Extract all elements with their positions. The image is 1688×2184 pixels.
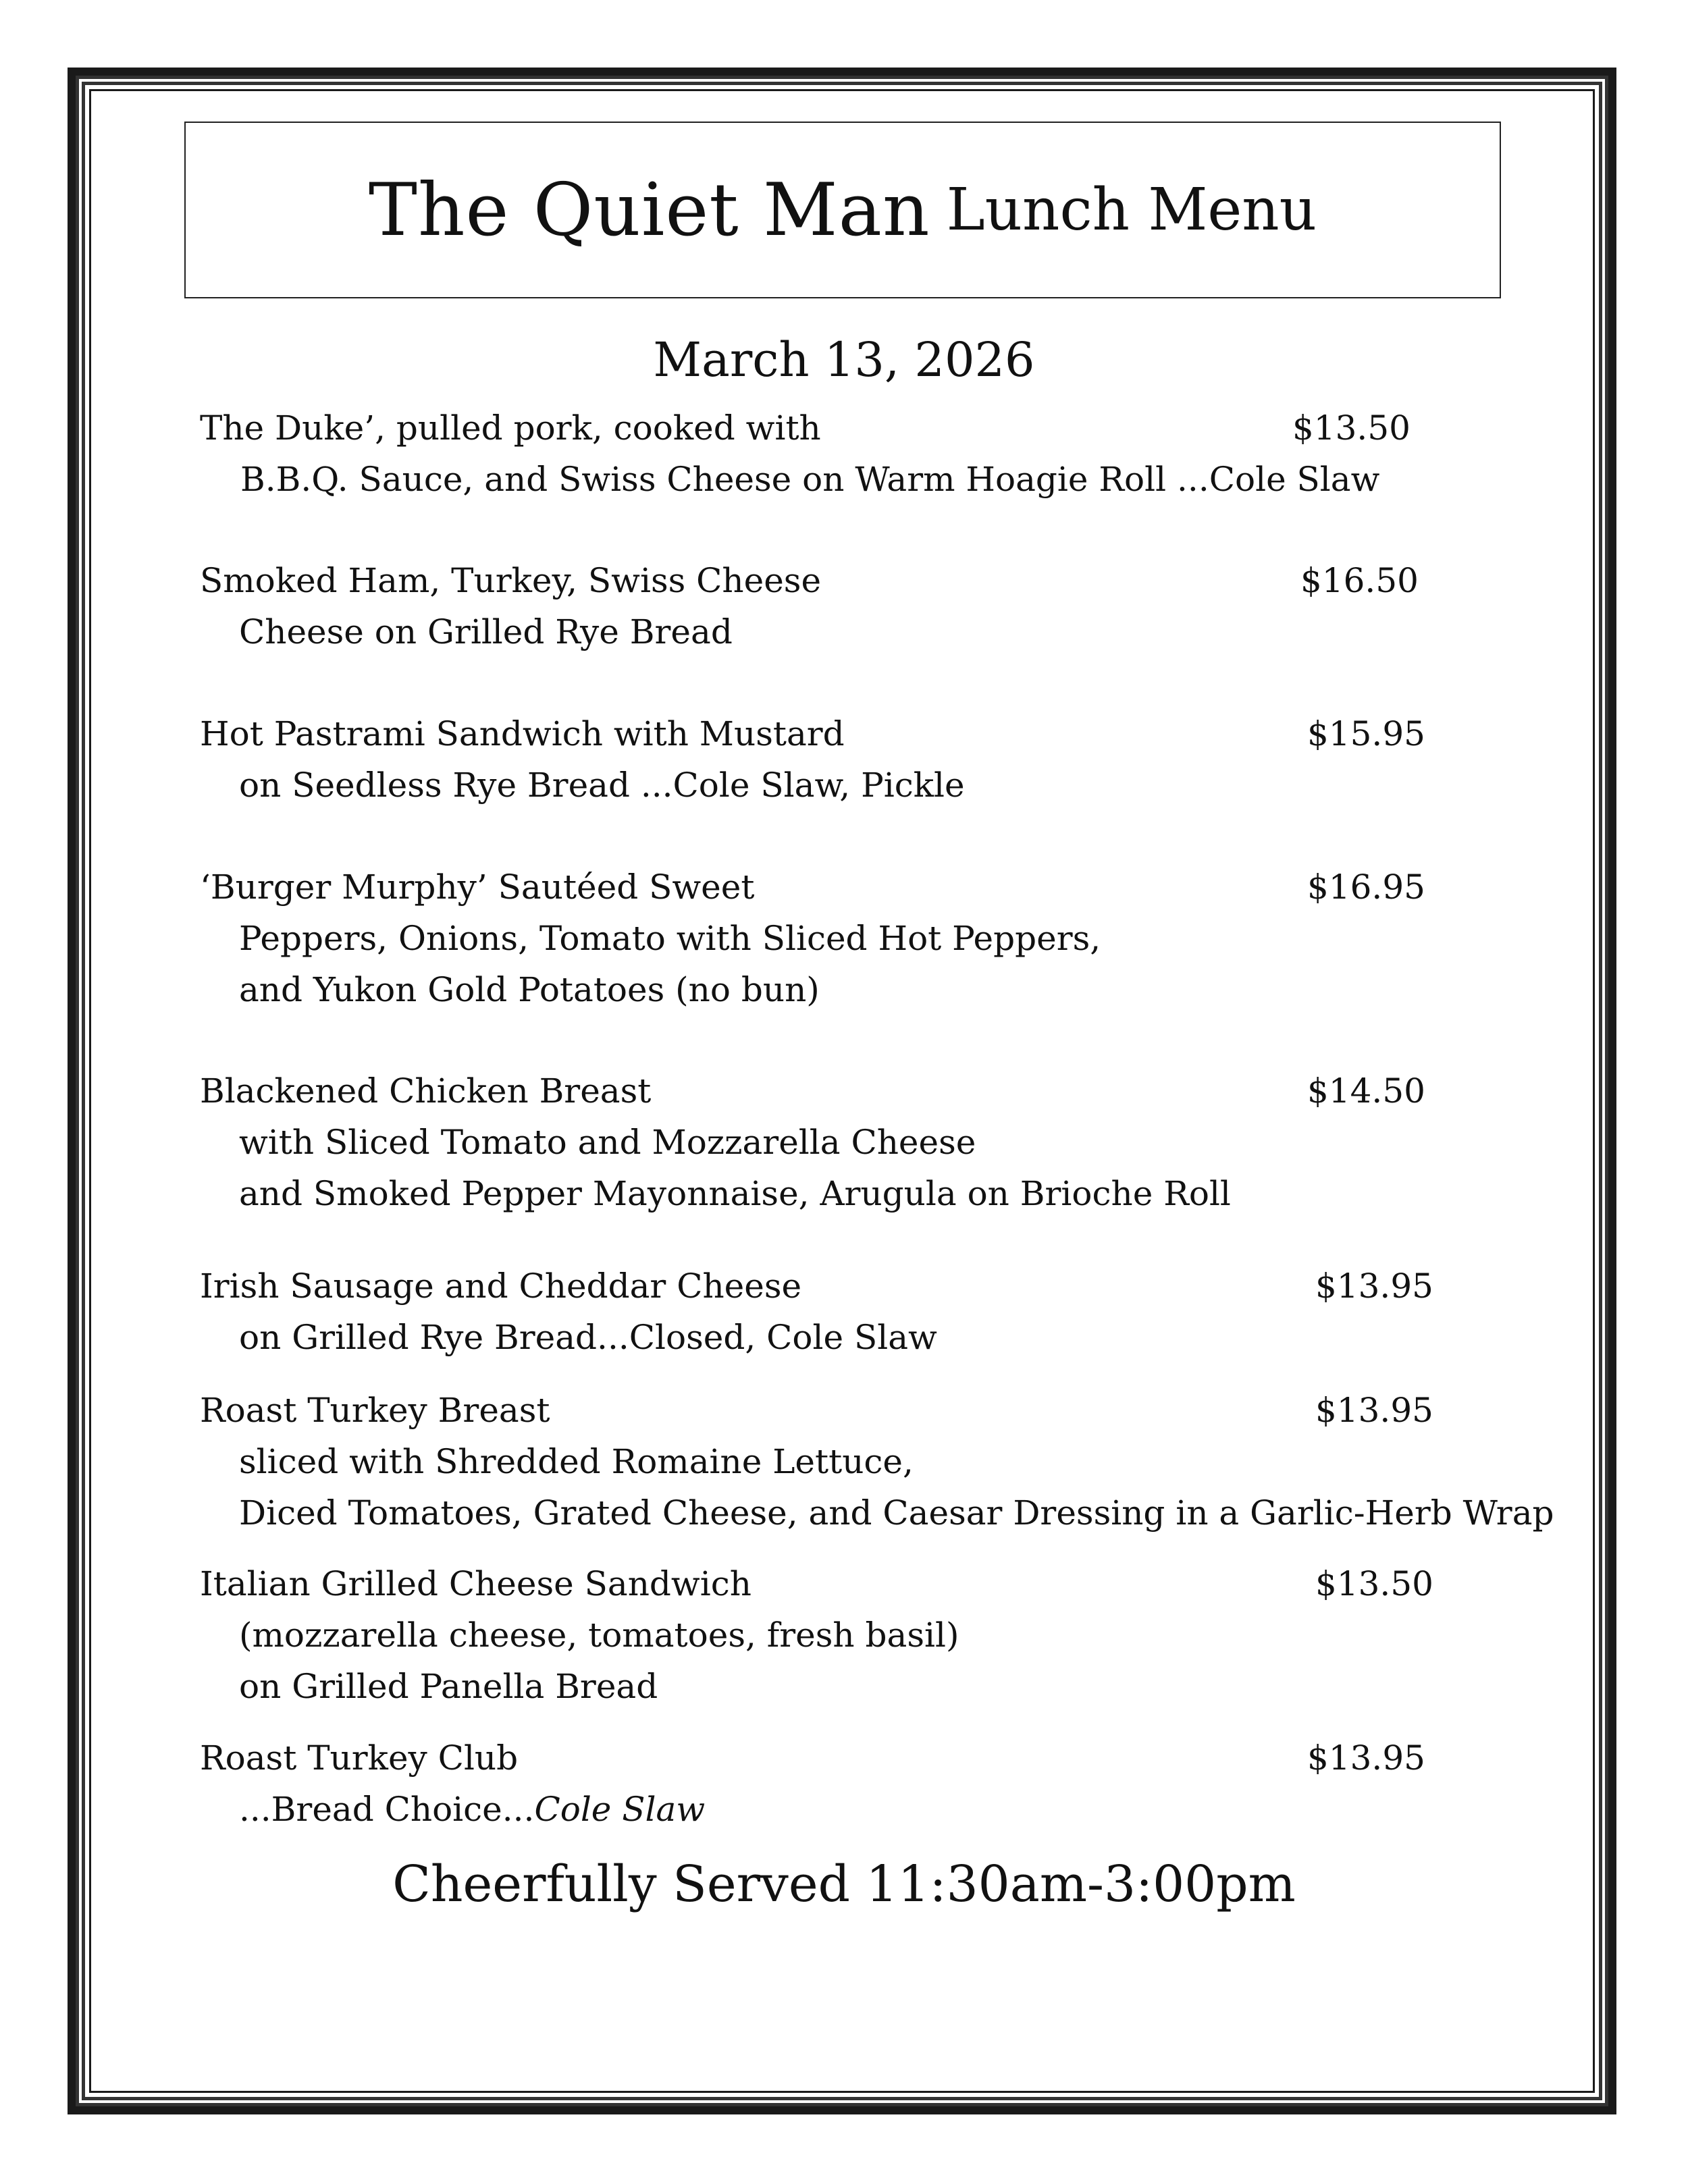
item-name: Irish Sausage and Cheddar Cheese	[200, 1267, 802, 1306]
item-price: $13.95	[1307, 1738, 1425, 1778]
item-price: $13.50	[1292, 408, 1410, 448]
menu-item	[200, 1065, 1425, 1219]
menu-date: March 13, 2026	[653, 332, 1035, 388]
item-description: sliced with Shredded Romaine Lettuce,	[239, 1442, 914, 1481]
item-name: The Duke’, pulled pork, cooked with	[200, 408, 821, 448]
restaurant-name: The Quiet Man	[368, 167, 930, 252]
item-name: Italian Grilled Cheese Sandwich	[200, 1564, 751, 1603]
menu-item	[200, 1385, 1554, 1539]
item-description	[200, 1784, 1415, 1835]
item-price: $14.50	[1307, 1071, 1425, 1111]
menu-type: Lunch Menu	[946, 176, 1317, 244]
item-description: on Seedless Rye Bread ...Cole Slaw, Pickle	[239, 766, 965, 805]
item-description-plain: ...Bread Choice...	[239, 1790, 535, 1829]
menu-item	[200, 1558, 1433, 1712]
item-price: $16.50	[1300, 561, 1419, 600]
item-description: B.B.Q. Sauce, and Swiss Cheese on Warm Hoagie Roll ...Cole Slaw	[240, 460, 1380, 499]
menu-item	[200, 861, 1425, 1015]
item-price: $13.50	[1315, 1564, 1433, 1603]
item-description-italic: Cole Slaw	[534, 1790, 706, 1829]
item-name: Smoked Ham, Turkey, Swiss Cheese	[200, 561, 822, 600]
serving-hours: Cheerfully Served 11:30am-3:00pm	[392, 1855, 1296, 1913]
item-description: Peppers, Onions, Tomato with Sliced Hot Peppers,	[239, 919, 1101, 958]
item-name: ‘Burger Murphy’ Sautéed Sweet	[200, 868, 755, 907]
item-name: Blackened Chicken Breast	[200, 1071, 652, 1111]
item-description: Cheese on Grilled Rye Bread	[239, 612, 733, 651]
menu-item	[200, 1260, 1433, 1363]
item-description: and Yukon Gold Potatoes (no bun)	[239, 970, 820, 1009]
item-price: $15.95	[1307, 714, 1425, 753]
menu-item	[200, 708, 1425, 811]
item-name: Roast Turkey Breast	[200, 1391, 550, 1430]
item-price: $16.95	[1307, 868, 1425, 907]
title-box	[184, 122, 1501, 298]
item-name: Roast Turkey Club	[200, 1738, 519, 1778]
item-name: Hot Pastrami Sandwich with Mustard	[200, 714, 845, 753]
menu-item	[200, 555, 1419, 658]
item-description: and Smoked Pepper Mayonnaise, Arugula on Brioche Roll	[239, 1174, 1231, 1213]
item-description: on Grilled Rye Bread...Closed, Cole Slaw	[239, 1318, 937, 1357]
item-description: with Sliced Tomato and Mozzarella Cheese	[239, 1123, 976, 1162]
item-description: (mozzarella cheese, tomatoes, fresh basil)	[239, 1616, 959, 1655]
item-price: $13.95	[1315, 1391, 1433, 1430]
item-price: $13.95	[1315, 1267, 1433, 1306]
menu-item	[200, 1732, 1425, 1835]
menu-item	[200, 402, 1415, 505]
item-description: on Grilled Panella Bread	[239, 1667, 658, 1706]
item-description: Diced Tomatoes, Grated Cheese, and Caesar Dressing in a Garlic-Herb Wrap	[239, 1493, 1554, 1533]
